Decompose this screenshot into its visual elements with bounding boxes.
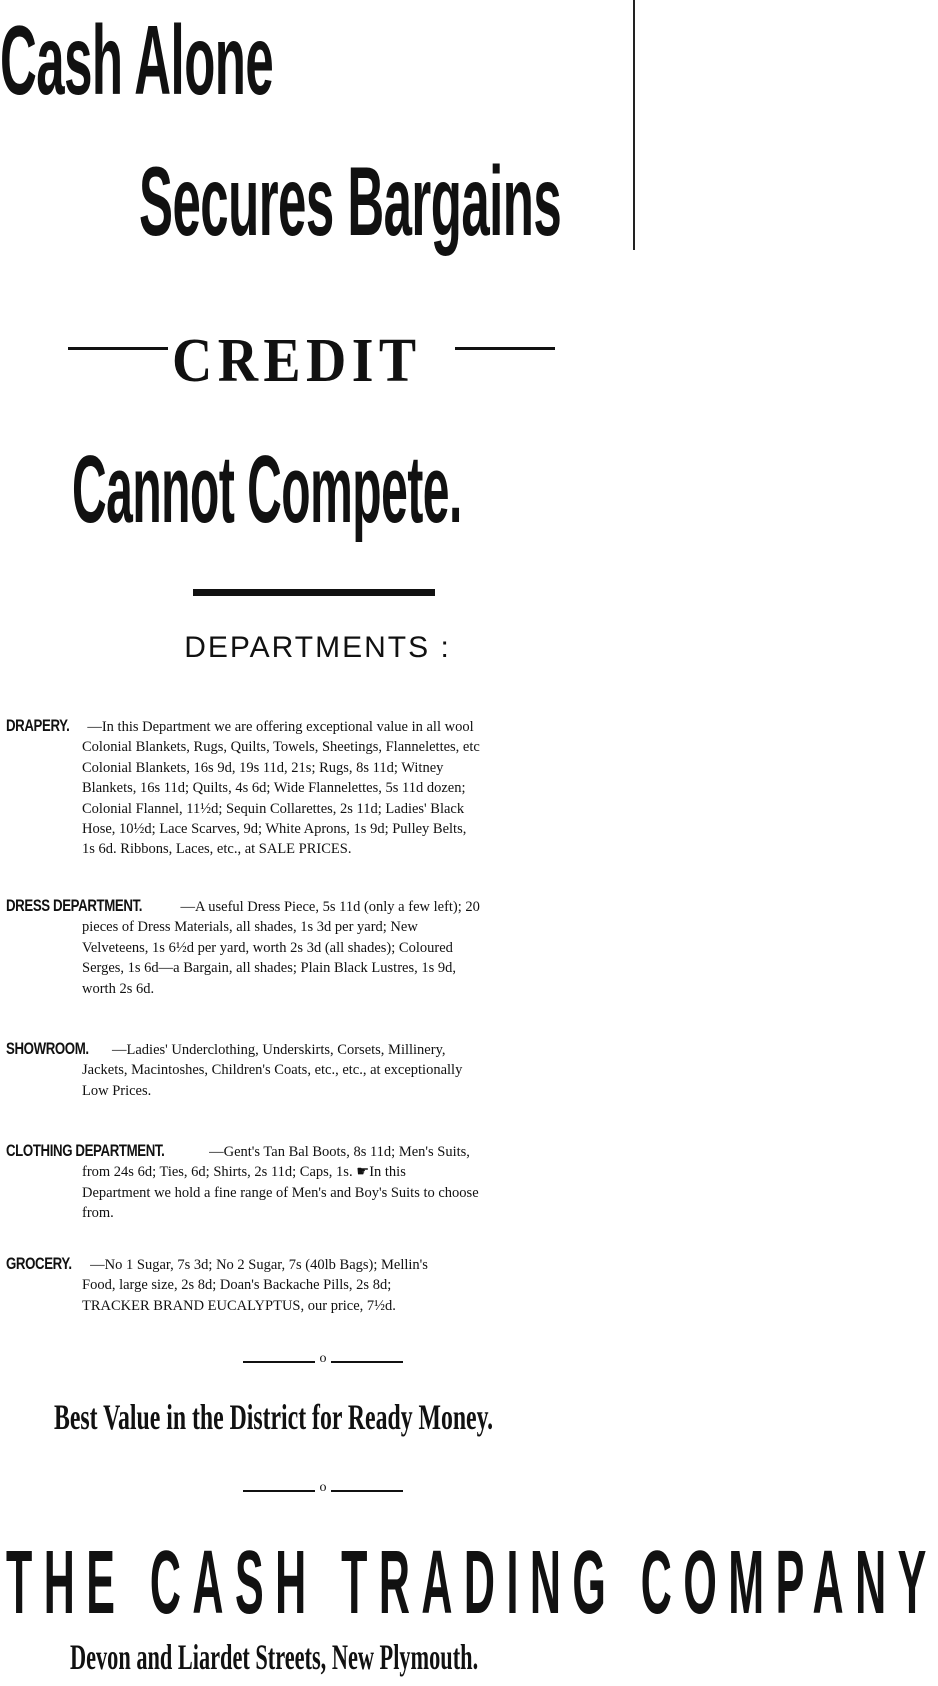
section-first-line bbox=[6, 1039, 635, 1060]
headline-secures-bargains: Secures Bargains bbox=[139, 146, 562, 256]
ornament-divider bbox=[243, 1480, 403, 1498]
section-first-line bbox=[6, 716, 635, 737]
section-first-line bbox=[6, 1141, 635, 1162]
body-line: from 24s 6d; Ties, 6d; Shirts, 2s 11d; Caps, 1s. ☛In this bbox=[82, 1164, 406, 1181]
body-line: 1s 6d. Ribbons, Laces, etc., at SALE PRICES. bbox=[82, 841, 352, 858]
body-line: pieces of Dress Materials, all shades, 1s 3d per yard; New bbox=[82, 919, 418, 936]
ornament-line-left bbox=[243, 1490, 315, 1492]
ornament-line-right bbox=[331, 1490, 403, 1492]
body-line: Food, large size, 2s 8d; Doan's Backache Pills, 2s 8d; bbox=[82, 1277, 392, 1294]
department-lead-text: —No 1 Sugar, 7s 3d; No 2 Sugar, 7s (40lb Bags); Mellin's bbox=[90, 1257, 428, 1273]
company-name: THE CASH TRADING COMPANY bbox=[6, 1533, 938, 1633]
ornament-glyph: o bbox=[319, 1480, 327, 1495]
section-first-line bbox=[6, 1254, 635, 1275]
section-clothing-department bbox=[0, 1141, 635, 1224]
section-drapery bbox=[0, 716, 635, 860]
section-dress-department bbox=[0, 896, 635, 999]
section-body bbox=[82, 917, 635, 999]
headline-cannot-compete: Cannot Compete. bbox=[72, 436, 462, 543]
body-line: Department we hold a fine range of Men's and Boy's Suits to choose bbox=[82, 1184, 479, 1201]
department-name: CLOTHING DEPARTMENT. bbox=[6, 1141, 165, 1160]
department-lead-text: —Ladies' Underclothing, Underskirts, Corsets, Millinery, bbox=[112, 1042, 446, 1058]
heavy-divider bbox=[193, 589, 435, 596]
body-line: Velveteens, 1s 6½d per yard, worth 2s 3d (all shades); Coloured bbox=[82, 939, 453, 956]
body-line: worth 2s 6d. bbox=[82, 980, 155, 997]
body-line: TRACKER BRAND EUCALYPTUS, our price, 7½d. bbox=[82, 1297, 396, 1314]
body-line: Jackets, Macintoshes, Children's Coats, etc., etc., at exceptionally bbox=[82, 1062, 463, 1079]
body-line: Hose, 10½d; Lace Scarves, 9d; White Aprons, 1s 9d; Pulley Belts, bbox=[82, 821, 467, 838]
department-name: DRAPERY. bbox=[6, 716, 70, 735]
section-grocery bbox=[0, 1254, 635, 1316]
body-line: Blankets, 16s 11d; Quilts, 4s 6d; Wide Flannelettes, 5s 11d dozen; bbox=[82, 780, 466, 797]
department-lead-text: —Gent's Tan Bal Boots, 8s 11d; Men's Suits, bbox=[209, 1144, 470, 1160]
section-first-line bbox=[6, 896, 635, 917]
body-line: Colonial Flannel, 11½d; Sequin Collarettes, 2s 11d; Ladies' Black bbox=[82, 800, 465, 817]
section-body bbox=[82, 1060, 635, 1101]
company-address: Devon and Liardet Streets, New Plymouth. bbox=[70, 1637, 479, 1677]
tagline: Best Value in the District for Ready Money. bbox=[54, 1397, 494, 1437]
ornament-divider bbox=[243, 1351, 403, 1369]
headline-cash-alone: Cash Alone bbox=[0, 5, 274, 115]
department-lead-text: —A useful Dress Piece, 5s 11d (only a few left); 20 bbox=[180, 899, 480, 915]
department-lead-text: —In this Department we are offering exceptional value in all wool bbox=[87, 719, 474, 735]
section-body bbox=[82, 737, 635, 859]
body-line: Colonial Blankets, 16s 9d, 19s 11d, 21s; Rugs, 8s 11d; Witney bbox=[82, 759, 444, 776]
credit-right-dash bbox=[455, 347, 555, 350]
credit-left-dash bbox=[68, 347, 168, 350]
department-name: GROCERY. bbox=[6, 1254, 72, 1273]
ornament-line-right bbox=[331, 1361, 403, 1363]
section-showroom bbox=[0, 1039, 635, 1101]
body-line: from. bbox=[82, 1205, 114, 1222]
headline-credit: CREDIT bbox=[172, 327, 422, 395]
department-name: DRESS DEPARTMENT. bbox=[6, 896, 143, 915]
column-edge-rule bbox=[633, 0, 635, 250]
ornament-line-left bbox=[243, 1361, 315, 1363]
body-line: Low Prices. bbox=[82, 1082, 152, 1099]
section-body bbox=[82, 1162, 635, 1223]
body-line: Colonial Blankets, Rugs, Quilts, Towels, Sheetings, Flannelettes, etc bbox=[82, 739, 480, 756]
ornament-glyph: o bbox=[319, 1351, 327, 1366]
body-line: Serges, 1s 6d—a Bargain, all shades; Plain Black Lustres, 1s 9d, bbox=[82, 960, 456, 977]
departments-heading: DEPARTMENTS : bbox=[184, 631, 451, 664]
section-body bbox=[82, 1275, 635, 1316]
department-name: SHOWROOM. bbox=[6, 1039, 89, 1058]
